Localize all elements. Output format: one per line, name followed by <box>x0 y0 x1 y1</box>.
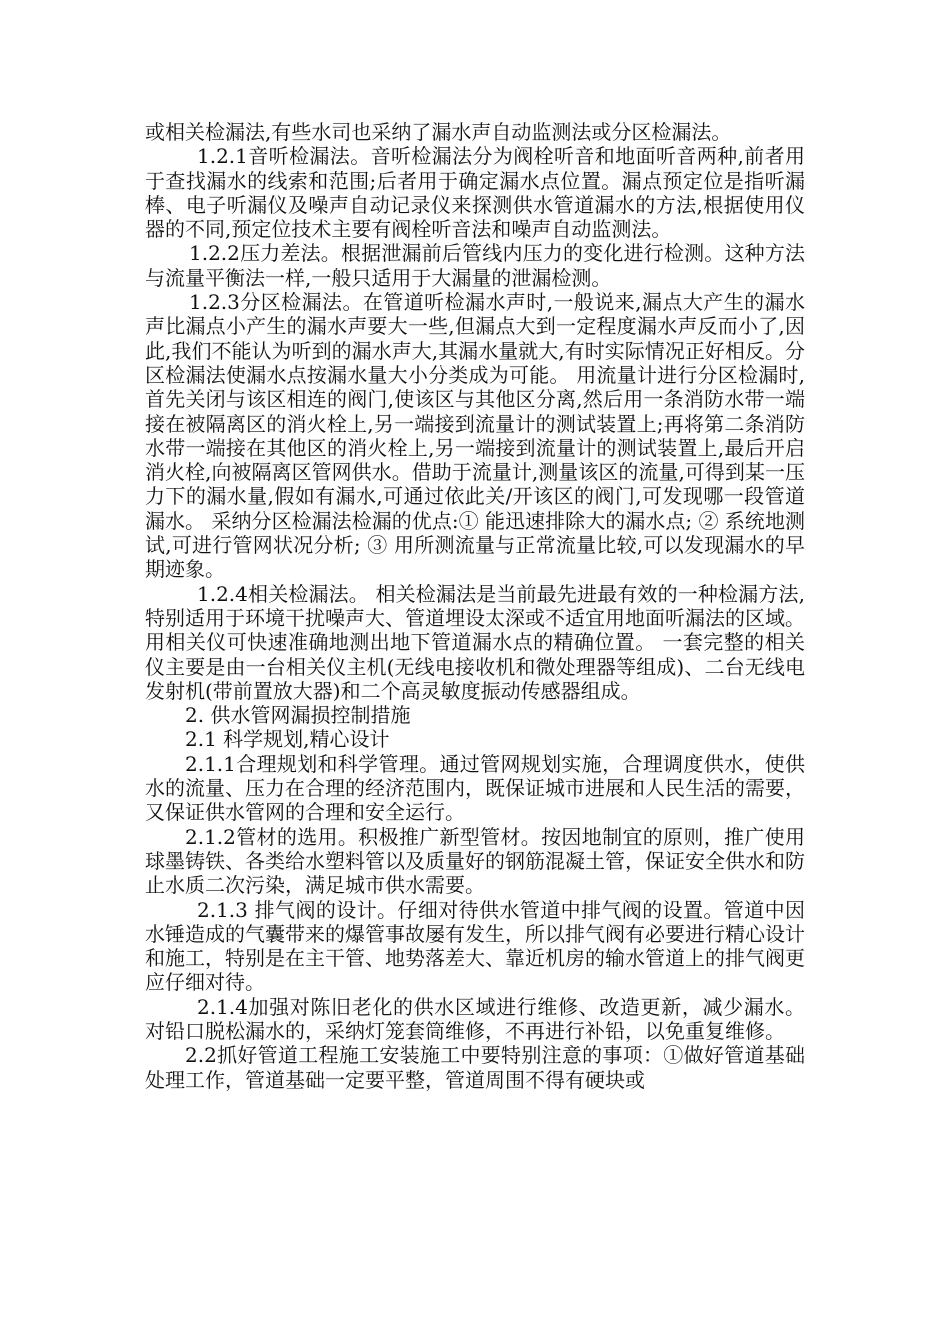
section-heading-2-1: 2.1 科学规划,精心设计 <box>185 727 390 752</box>
paragraph-2-1-2: 2.1.2管材的选用。积极推广新型管材。按因地制宜的原则，推广使用球墨铸铁、各类给水塑料管以及质量好的钢筋混凝土管，保证安全供水和防止水质二次污染，满足城市供水需要。 <box>145 824 805 898</box>
paragraph-1-2-1: 1.2.1音听检漏法。音听检漏法分为阀栓听音和地面听音两种,前者用于查找漏水的线索和范围;后者用于确定漏水点位置。漏点预定位是指听漏棒、电子听漏仪及噪声自动记录仪来探测供水管道漏水的方法,根据使用仪器的不同,预定位技术主要有阀栓听音法和噪声自动监测法。 <box>145 144 805 242</box>
document-page <box>145 120 805 1092</box>
paragraph-2-1-3: 2.1.3 排气阀的设计。仔细对待供水管道中排气阀的设置。管道中因水锤造成的气囊带来的爆管事故屡有发生，所以排气阀有必要进行精心设计和施工，特别是在主干管、地势落差大、靠近机房的输水管道上的排气阀更应仔细对待。 <box>145 897 805 995</box>
paragraph-1-2-2: 1.2.2压力差法。根据泄漏前后管线内压力的变化进行检测。这种方法与流量平衡法一样,一般只适用于大漏量的泄漏检测。 <box>145 241 805 290</box>
paragraph-1-2-4: 1.2.4相关检漏法。 相关检漏法是当前最先进最有效的一种检漏方法,特别适用于环境干扰噪声大、管道埋设太深或不适宜用地面听漏法的区域。用相关仪可快速准确地测出地下管道漏水点的精确位置。 一套完整的相关仪主要是由一台相关仪主机(无线电接收机和微处理器等组成)、二台无线电发射机(带前置放大器)和二个高灵敏度振动传感器组成。 <box>145 581 805 703</box>
paragraph-2-2: 2.2抓好管道工程施工安装施工中要特别注意的事项：①做好管道基础处理工作，管道基础一定要平整，管道周围不得有硬块或 <box>145 1043 805 1092</box>
paragraph-1-2-3: 1.2.3分区检漏法。在管道听检漏水声时,一般说来,漏点大产生的漏水声比漏点小产生的漏水声要大一些,但漏点大到一定程度漏水声反而小了,因此,我们不能认为听到的漏水声大,其漏水量就大,有时实际情况正好相反。分区检漏法使漏水点按漏水量大小分类成为可能。 用流量计进行分区检漏时,首先关闭与该区相连的阀门,使该区与其他区分离,然后用一条消防水带一端接在被隔离区的消火栓上,另一端接到流量计的测试装置上;再将第二条消防水带一端接在其他区的消火栓上,另一端接到流量计的测试装置上,最后开启消火栓,向被隔离区管网供水。借助于流量计,测量该区的流量,可得到某一压力下的漏水量,假如有漏水,可通过依此关/开该区的阀门,可发现哪一段管道漏水。 采纳分区检漏法检漏的优点:① 能迅速排除大的漏水点; ② 系统地测试,可进行管网状况分析; ③ 用所测流量与正常流量比较,可以发现漏水的早期迹象。 <box>145 290 805 582</box>
paragraph-intro-continuation: 或相关检漏法,有些水司也采纳了漏水声自动监测法或分区检漏法。 <box>145 120 732 144</box>
paragraph-2-1-1: 2.1.1合理规划和科学管理。通过管网规划实施，合理调度供水，使供水的流量、压力在合理的经济范围内，既保证城市进展和人民生活的需要，又保证供水管网的合理和安全运行。 <box>145 751 805 825</box>
paragraph-2-1-4: 2.1.4加强对陈旧老化的供水区域进行维修、改造更新，减少漏水。对铅口脱松漏水的，采纳灯笼套筒维修，不再进行补铅，以免重复维修。 <box>145 994 805 1043</box>
section-heading-2: 2. 供水管网漏损控制措施 <box>185 703 411 728</box>
